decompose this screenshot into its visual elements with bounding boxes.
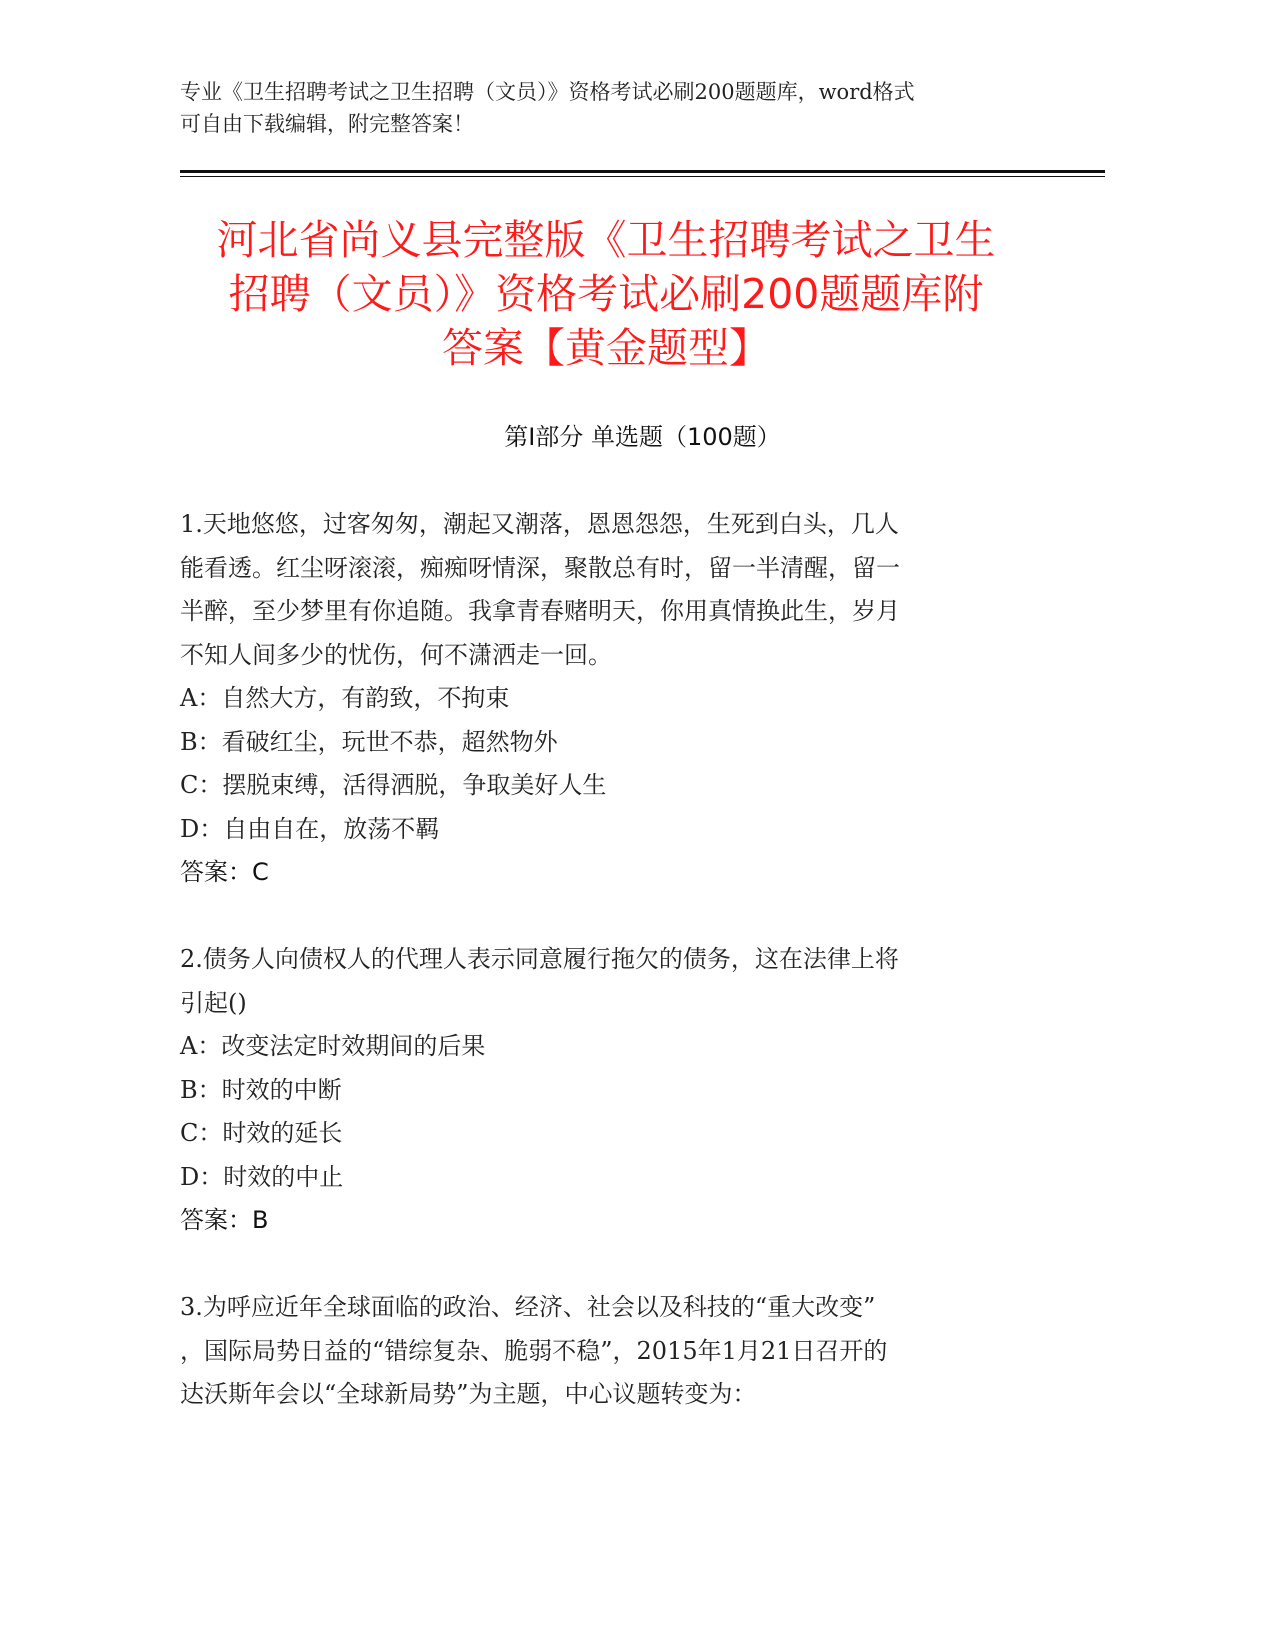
- option-c: C：时效的延长: [180, 1119, 343, 1147]
- stem-line: 3.为呼应近年全球面临的政治、经济、社会以及科技的“重大改变”: [180, 1293, 876, 1321]
- header-divider-thick: [180, 170, 1105, 173]
- stem-line: 引起(): [180, 988, 247, 1017]
- option-d: D：时效的中止: [180, 1162, 344, 1191]
- answer-key: 答案：C: [180, 858, 269, 886]
- option-a: A：改变法定时效期间的后果: [180, 1032, 486, 1060]
- stem-line: 达沃斯年会以“全球新局势”为主题，中心议题转变为：: [180, 1380, 757, 1408]
- header-note: [180, 76, 1060, 140]
- question-3: [180, 1286, 1060, 1417]
- question-stem: [180, 1286, 1060, 1417]
- header-note-line: 专业《卫生招聘考试之卫生招聘（文员）》资格考试必刷200题题库，word格式: [180, 80, 915, 104]
- question-stem: [180, 938, 1060, 1025]
- stem-line: 1.天地悠悠，过客匆匆，潮起又潮落，恩恩怨怨，生死到白头，几人: [180, 510, 899, 538]
- question-2: [180, 938, 1060, 1243]
- option-a: A：自然大方，有韵致，不拘束: [180, 684, 510, 712]
- title-line: 招聘（文员）》资格考试必刷200题题库附: [228, 270, 984, 318]
- header-note-line: 可自由下载编辑，附完整答案！: [180, 112, 474, 136]
- stem-line: ，国际局势日益的“错综复杂、脆弱不稳”，2015年1月21日召开的: [180, 1336, 888, 1365]
- stem-line: 半醉，至少梦里有你追随。我拿青春赌明天，你用真情换此生，岁月: [180, 597, 900, 625]
- question-1: [180, 503, 1060, 895]
- option-b: B：时效的中断: [180, 1075, 342, 1104]
- stem-line: 能看透。红尘呀滚滚，痴痴呀情深，聚散总有时，留一半清醒，留一: [180, 553, 900, 582]
- stem-line: 不知人间多少的忧伤，何不潇洒走一回。: [180, 640, 612, 669]
- section-heading: 第Ⅰ部分 单选题（100题）: [504, 423, 781, 451]
- option-d: D：自由自在，放荡不羁: [180, 814, 440, 843]
- document-title: [150, 213, 1062, 375]
- option-b: B：看破红尘，玩世不恭，超然物外: [180, 727, 558, 756]
- question-stem: [180, 503, 1060, 677]
- header-divider-thin: [180, 176, 1105, 177]
- stem-line: 2.债务人向债权人的代理人表示同意履行拖欠的债务，这在法律上将: [180, 945, 899, 973]
- title-line: 河北省尚义县完整版《卫生招聘考试之卫生: [216, 216, 996, 264]
- answer-key: 答案：B: [180, 1206, 269, 1234]
- option-c: C：摆脱束缚，活得洒脱，争取美好人生: [180, 771, 607, 799]
- title-line: 答案【黄金题型】: [442, 324, 770, 372]
